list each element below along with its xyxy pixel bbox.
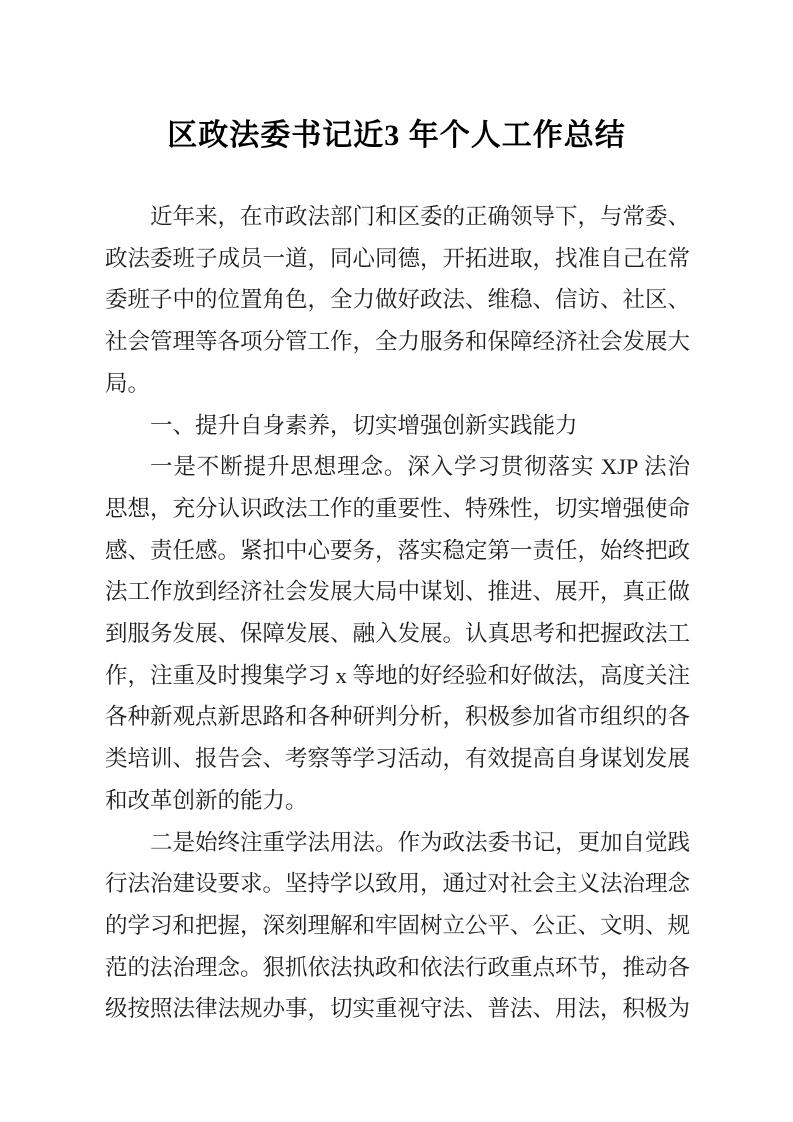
paragraph-intro: 近年来，在市政法部门和区委的正确领导下，与常委、政法委班子成员一道，同心同德，开拓进取，找准自己在常委班子中的位置角色，全力做好政法、维稳、信访、社区、社会管理等各项分管工作，全力服务和保障经济社会发展大局。: [105, 204, 691, 396]
document-body: [105, 196, 690, 1030]
paragraph-point-2: 二是始终注重学法用法。作为政法委书记，更加自觉践行法治建设要求。坚持学以致用，通过对社会主义法治理念的学习和把握，深刻理解和牢固树立公平、公正、文明、规范的法治理念。狠抓依法执政和依法行政重点环节，推动各级按照法律法规办事，切实重视守法、普法、用法，积极为: [105, 829, 691, 1022]
document-title: 区政法委书记近3 年个人工作总结: [167, 119, 626, 152]
paragraph-point-1: 一是不断提升思想理念。深入学习贯彻落实 XJP 法治思想，充分认识政法工作的重要性、特殊性，切实增强使命感、责任感。紧扣中心要务，落实稳定第一责任，始终把政法工作放到经济社会发展大局中谋划、推进、展开，真正做到服务发展、保障发展、融入发展。认真思考和把握政法工作，注重及时搜集学习 x 等地的好经验和好做法，高度关注各种新观点新思路和各种研判分析，积极参加省市组织的各类培训、报告会、考察等学习活动，有效提高自身谋划发展和改革创新的能力。: [105, 454, 691, 813]
section-heading-1: 一、提升自身素养，切实增强创新实践能力: [150, 412, 578, 438]
